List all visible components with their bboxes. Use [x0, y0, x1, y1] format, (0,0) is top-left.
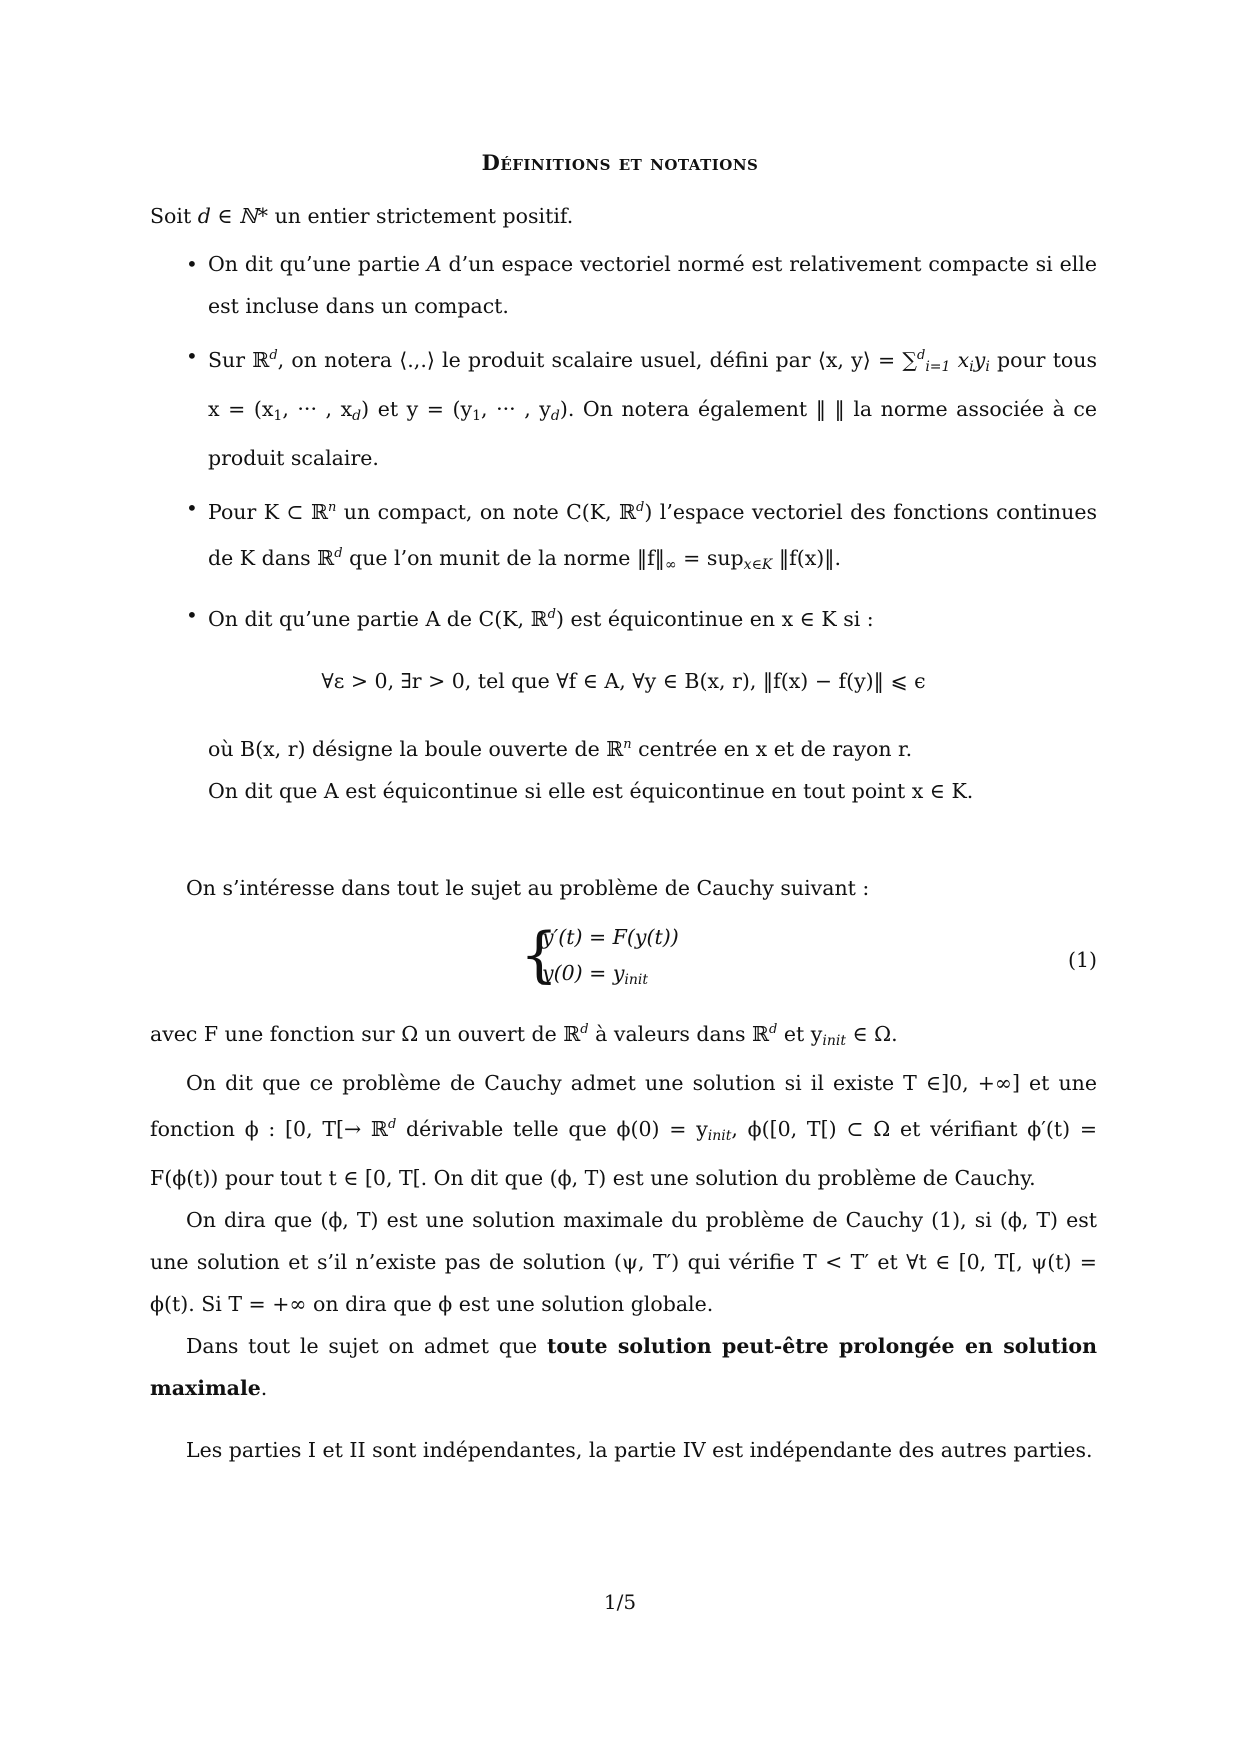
b3-text-2: un compact, on note C(K, ℝ [336, 500, 637, 524]
b1-math-1: A [426, 252, 442, 276]
p2-sub-1: init [707, 1128, 732, 1144]
b4-after-1b: centrée en x et de rayon r. [631, 737, 913, 761]
paragraph-independence: Les parties I et II sont indépendantes, la partie IV est indépendante des autres parties. [186, 1438, 1093, 1462]
b2-text-3: x [950, 348, 970, 372]
b2-text-4: y [973, 348, 986, 372]
b2-sub-6: d [352, 408, 362, 424]
equation-tag: (1) [1067, 948, 1097, 972]
b3-sup-1: n [328, 500, 337, 515]
b2-sum-sup: d [917, 348, 926, 363]
cauchy-lines [542, 919, 679, 998]
p1-text-3: et y [777, 1022, 823, 1046]
b4-after-1 [208, 724, 1097, 770]
b3-text-4: que l’on munit de la norme ‖f‖ [342, 546, 665, 570]
b4-after-1-sup: n [623, 737, 632, 752]
bullet-scalar-product [150, 335, 1097, 479]
b4-text-2: ) est équicontinue en x ∈ K si : [555, 607, 874, 631]
definitions-list [150, 243, 1097, 812]
p1-text-1: avec F une fonction sur Ω un ouvert de ℝ [150, 1022, 581, 1046]
b3-text-6: ‖f(x)‖. [772, 546, 842, 570]
bullet-icon: • [186, 344, 198, 368]
bullet-equicontinuous [150, 594, 1097, 812]
b2-text-2: , on notera ⟨.,.⟩ le produit scalaire usuel, défini par ⟨x, y⟩ = [277, 348, 903, 372]
bullet-icon: • [186, 496, 198, 520]
b2-sub-4: i [985, 359, 990, 375]
p1-text-4: ∈ Ω. [845, 1022, 898, 1046]
paragraph-maximal-solution: On dira que (ϕ, T) est une solution maximale du problème de Cauchy (1), si (ϕ, T) est une solution et s’il n’existe pas de solution (ψ, T′) qui vérifie T < T′ et ∀t ∈ [0, T[, ψ(t) = ϕ(t). Si T = +∞ on dira que ϕ est une solution globale. [150, 1208, 1097, 1316]
b2-sub-7: 1 [472, 408, 482, 424]
b4-after-2: On dit que A est équicontinue si elle est équicontinue en tout point x ∈ K. [208, 779, 974, 803]
b3-sub-1: ∞ [664, 557, 677, 573]
paragraph-domain [150, 1009, 1097, 1062]
p4-text-1: Dans tout le sujet on admet que [186, 1334, 547, 1358]
intro-line [150, 195, 1097, 237]
bullet-icon: • [186, 603, 198, 627]
b2-text-6: , ··· , x [282, 397, 353, 421]
p4-bold: toute solution peut-être prolongée en solution maximale [150, 1334, 1097, 1400]
b4-sup-1: d [547, 607, 556, 622]
p4-text-2: . [260, 1376, 268, 1400]
intro-lead: Soit [150, 204, 192, 228]
p2-text-2: dérivable telle que ϕ(0) = y [396, 1117, 708, 1141]
bullet-icon: • [186, 252, 198, 276]
cauchy-line-2 [542, 955, 679, 998]
section-title: Définitions et notations [481, 150, 759, 175]
b2-text-9: ). On notera également ‖ ‖ la norme associée à ce produit scalaire. [208, 397, 1097, 470]
b2-sum-sub: i=1 [925, 359, 951, 375]
p1-sub-1: init [822, 1033, 846, 1049]
b2-sub-8: d [550, 408, 560, 424]
b3-sub-2: x∈K [743, 557, 773, 573]
b2-sum: ∑ [902, 348, 917, 372]
b2-text-8: , ··· , y [481, 397, 551, 421]
b2-text-1: Sur ℝ [208, 348, 270, 372]
b3-text-3: ) l’espace vectoriel des fonctions continues de K dans ℝ [208, 500, 1097, 570]
b2-text-5: pour tous x = (x [208, 348, 1097, 421]
b2-sub-3: i [969, 359, 974, 375]
b2-text-7: ) et y = (y [361, 397, 473, 421]
p2-text-3: , ϕ([0, T[) ⊂ Ω et vérifiant ϕ′(t) = F(ϕ(t)) pour tout t ∈ [0, T[. On dit que (ϕ, T) est une solution du problème de Cauchy. [150, 1117, 1098, 1190]
b3-sup-3: d [334, 546, 343, 561]
equicontinuity-formula: ∀ε > 0, ∃r > 0, tel que ∀f ∈ A, ∀y ∈ B(x, r), ‖f(x) − f(y)‖ ⩽ ϵ [321, 669, 926, 693]
left-brace: { [520, 920, 559, 990]
cauchy-section [150, 867, 1097, 1471]
b2-sup-1: d [269, 348, 278, 363]
definitions-block [150, 195, 1097, 820]
bullet-continuous-functions [150, 487, 1097, 586]
b3-sup-2: d [636, 500, 645, 515]
b1-text-1: On dit qu’une partie [208, 252, 427, 276]
b4-text-1: On dit qu’une partie A de C(K, ℝ [208, 607, 548, 631]
cauchy-line-2-sub: init [624, 972, 649, 988]
cauchy-intro: On s’intéresse dans tout le sujet au problème de Cauchy suivant : [186, 876, 870, 900]
page-number: 1/5 [603, 1590, 637, 1614]
cauchy-line-1: y′(t) = F(y(t)) [542, 925, 679, 949]
p1-sup-1: d [580, 1022, 589, 1037]
p1-text-2: à valeurs dans ℝ [588, 1022, 770, 1046]
paragraph-solution [150, 1062, 1097, 1199]
intro-tail: un entier strictement positif. [268, 204, 574, 228]
p2-text-1: On dit que ce problème de Cauchy admet une solution si il existe T ∈]0, +∞] et une fonction ϕ : [0, T[→ ℝ [150, 1071, 1097, 1141]
cauchy-line-2a: y(0) = y [542, 961, 625, 985]
p2-sup-1: d [387, 1117, 397, 1132]
b2-sub-5: 1 [273, 408, 283, 424]
b3-text-1: Pour K ⊂ ℝ [208, 500, 329, 524]
paragraph-admitted [150, 1325, 1097, 1409]
p1-sup-2: d [769, 1022, 778, 1037]
b1-text-2: d’un espace vectoriel normé est relativement compacte si elle est incluse dans un compact. [208, 252, 1097, 318]
bullet-relatively-compact [150, 243, 1097, 327]
b4-after-1a: où B(x, r) désigne la boule ouverte de ℝ [208, 737, 624, 761]
cauchy-system [150, 915, 1097, 1007]
intro-math: d ∈ ℕ* [197, 204, 269, 228]
b3-text-5: = sup [676, 546, 744, 570]
